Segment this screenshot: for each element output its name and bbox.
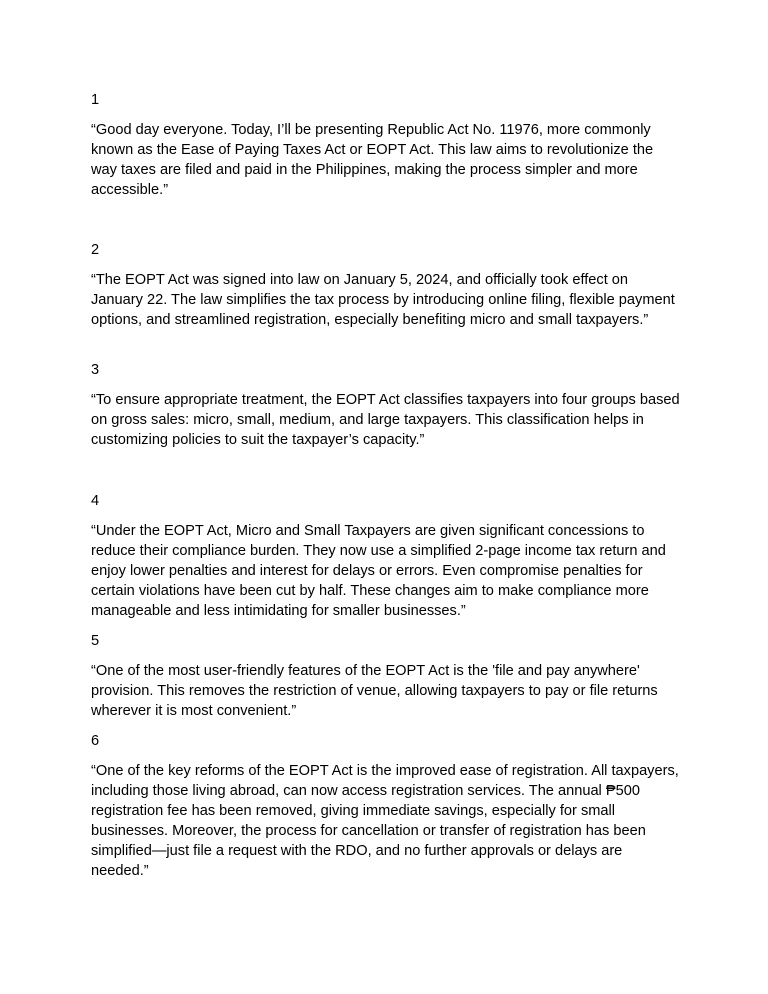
section-number-1: 1 <box>91 92 100 108</box>
section-number-4: 4 <box>91 493 100 509</box>
section-number-5: 5 <box>91 633 100 649</box>
section-number-2: 2 <box>91 242 100 258</box>
section-paragraph-4: “Under the EOPT Act, Micro and Small Taxpayers are given significant concessions to reduce their compliance burden. They now use a simplified 2-page income tax return and enjoy lower penalties and interest for delays or errors. Even compromise penalties for certain violations have been cut by half. These changes aim to make compliance more manageable and less intimidating for smaller businesses.” <box>91 523 666 619</box>
section-paragraph-3: “To ensure appropriate treatment, the EOPT Act classifies taxpayers into four groups based on gross sales: micro, small, medium, and large taxpayers. This classification helps in customizing policies to suit the taxpayer’s capacity.” <box>91 392 680 448</box>
section-paragraph-6: “One of the key reforms of the EOPT Act is the improved ease of registration. All taxpayers, including those living abroad, can now access registration services. The annual ₱500 registration fee has been removed, giving immediate savings, especially for small businesses. Moreover, the process for cancellation or transfer of registration has been simplified—just file a request with the RDO, and no further approvals or delays are needed.” <box>91 763 679 879</box>
section-number-3: 3 <box>91 362 100 378</box>
section-paragraph-1: “Good day everyone. Today, I’ll be presenting Republic Act No. 11976, more commonly known as the Ease of Paying Taxes Act or EOPT Act. This law aims to revolutionize the way taxes are filed and paid in the Philippines, making the process simpler and more accessible.” <box>91 122 654 198</box>
section-number-6: 6 <box>91 733 100 749</box>
section-paragraph-5: “One of the most user-friendly features of the EOPT Act is the 'file and pay anywhere' provision. This removes the restriction of venue, allowing taxpayers to pay or file returns wherever it is most convenient.” <box>91 663 658 719</box>
section-paragraph-2: “The EOPT Act was signed into law on January 5, 2024, and officially took effect on January 22. The law simplifies the tax process by introducing online filing, flexible payment options, and streamlined registration, especially benefiting micro and small taxpayers.” <box>91 272 675 328</box>
